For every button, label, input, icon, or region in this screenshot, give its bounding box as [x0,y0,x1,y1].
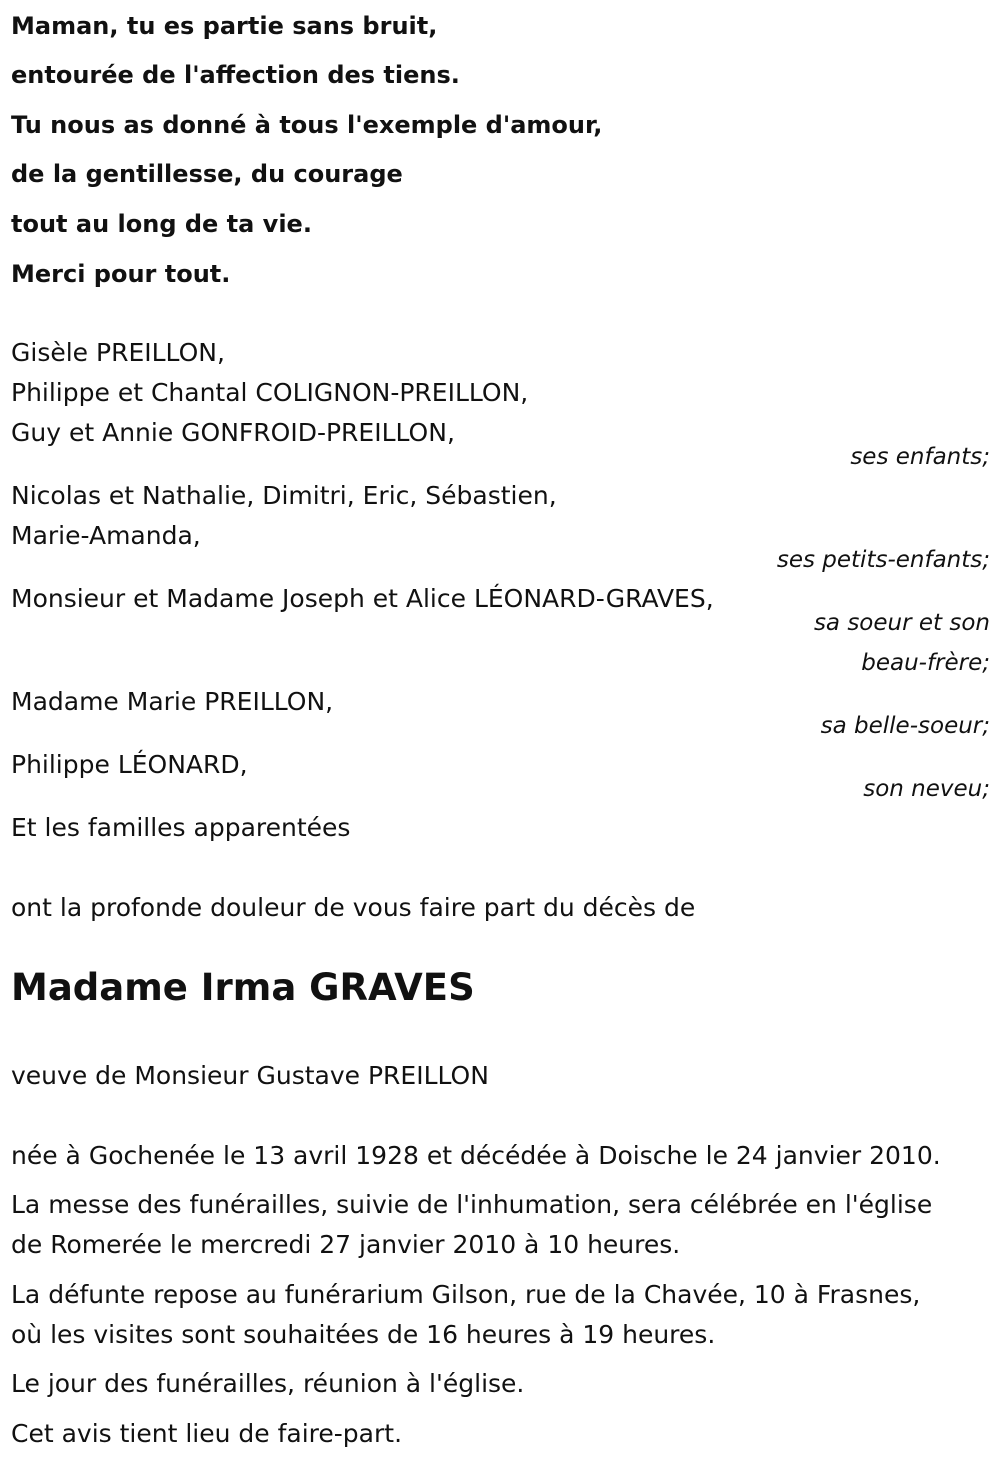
deceased-name: Madame Irma GRAVES [11,966,475,1009]
child-philippe-chantal: Philippe et Chantal COLIGNON-PREILLON, [11,378,529,407]
child-gisele: Gisèle PREILLON, [11,338,225,367]
rest-line-2: où les visites sont souhaitées de 16 heures à 19 heures. [11,1320,716,1349]
birth-death: née à Gochenée le 13 avril 1928 et décédée à Doische le 24 janvier 2010. [11,1141,941,1170]
announcement: ont la profonde douleur de vous faire part du décès de [11,893,696,922]
grandchildren-line-1: Nicolas et Nathalie, Dimitri, Eric, Sébastien, [11,481,557,510]
poem-line-1: Maman, tu es partie sans bruit, [11,12,438,40]
nephew-name: Philippe LÉONARD, [11,750,248,779]
relation-sister-2: beau-frère; [861,650,990,676]
relation-children: ses enfants; [850,444,990,470]
notice: Cet avis tient lieu de faire-part. [11,1419,403,1448]
child-guy-annie: Guy et Annie GONFROID-PREILLON, [11,418,455,447]
related-families: Et les familles apparentées [11,813,351,842]
meeting: Le jour des funérailles, réunion à l'église. [11,1369,525,1398]
relation-nephew: son neveu; [863,776,990,802]
poem-line-6: Merci pour tout. [11,260,231,288]
relation-sister-in-law: sa belle-soeur; [820,713,990,739]
sister-name: Monsieur et Madame Joseph et Alice LÉONARD-GRAVES, [11,584,714,613]
relation-sister-1: sa soeur et son [813,610,990,636]
poem-line-2: entourée de l'affection des tiens. [11,61,460,89]
poem-line-5: tout au long de ta vie. [11,210,312,238]
relation-grandchildren: ses petits-enfants; [776,547,990,573]
rest-line-1: La défunte repose au funérarium Gilson, rue de la Chavée, 10 à Frasnes, [11,1280,921,1309]
sister-in-law-name: Madame Marie PREILLON, [11,687,334,716]
poem-line-3: Tu nous as donné à tous l'exemple d'amour, [11,111,603,139]
mass-line-2: de Romerée le mercredi 27 janvier 2010 à 10 heures. [11,1230,681,1259]
poem-line-4: de la gentillesse, du courage [11,160,403,188]
grandchildren-line-2: Marie-Amanda, [11,521,201,550]
widow-of: veuve de Monsieur Gustave PREILLON [11,1061,489,1090]
mass-line-1: La messe des funérailles, suivie de l'inhumation, sera célébrée en l'église [11,1190,933,1219]
